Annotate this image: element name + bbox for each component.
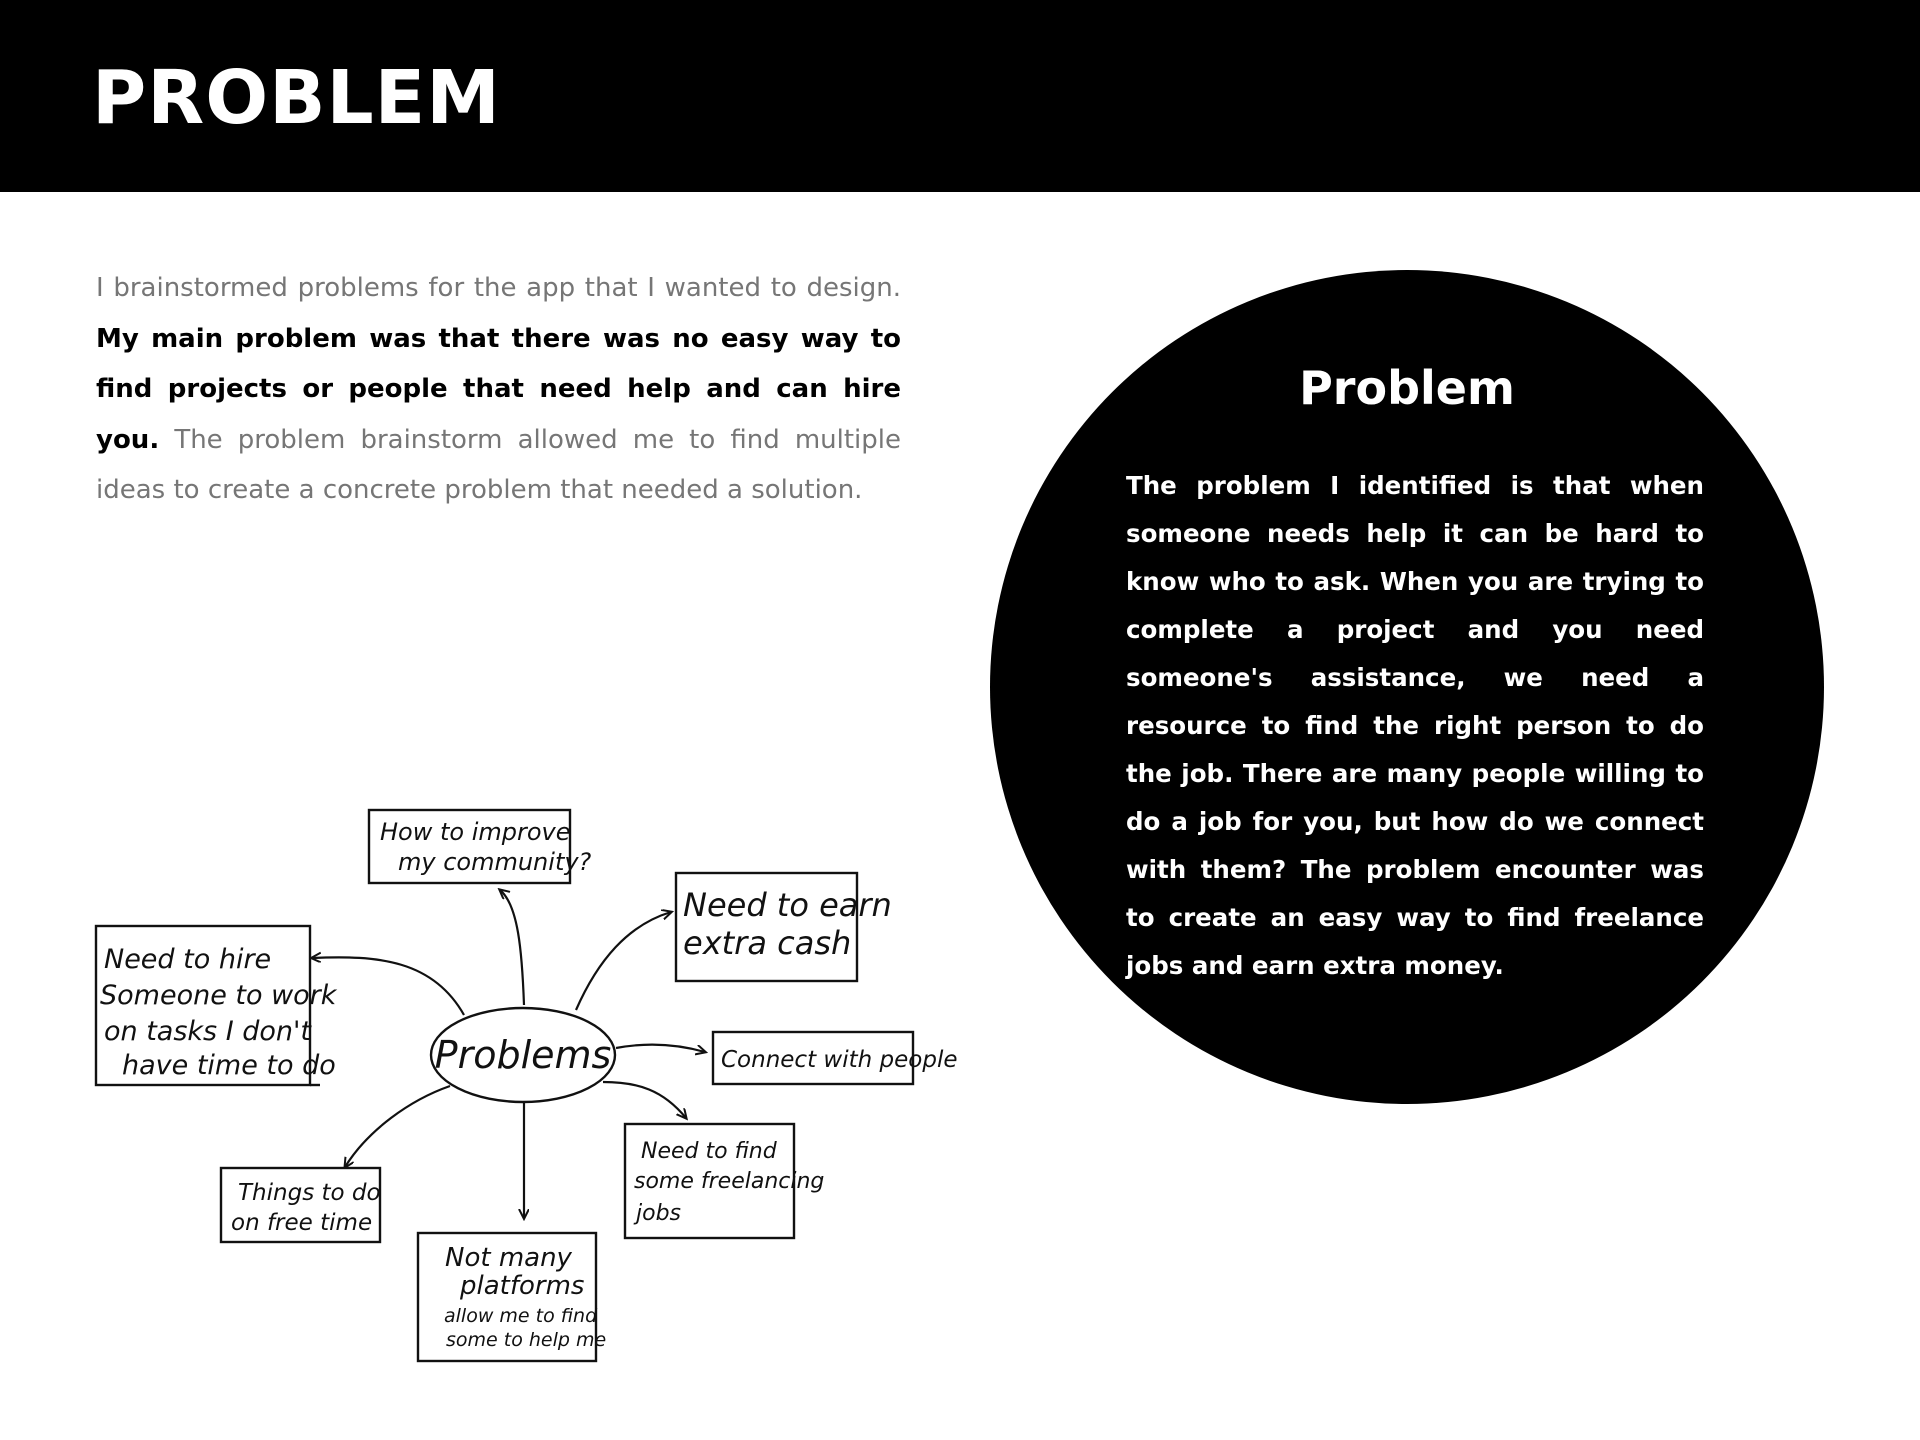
arrow-to-earn (576, 912, 671, 1010)
center-node (431, 1008, 615, 1102)
node-hire-line-4: have time to do (122, 1050, 336, 1081)
node-free-time (221, 1168, 381, 1242)
arrow-to-connect (616, 1045, 705, 1052)
node-free-time-line-1: Things to do (238, 1180, 381, 1206)
node-platforms-line-4: some to help me (446, 1329, 607, 1351)
node-earn (676, 873, 892, 981)
node-community-line-2: my community? (398, 848, 592, 876)
arrow-to-freelance (603, 1082, 686, 1118)
node-community-line-1: How to improve (380, 818, 571, 846)
brainstorm-diagram (88, 800, 958, 1370)
header-bar (0, 0, 1920, 192)
node-hire-line-1: Need to hire (104, 944, 272, 975)
node-platforms-line-2: platforms (460, 1271, 585, 1301)
node-freelance-line-2: some freelancing (634, 1169, 825, 1194)
intro-paragraph (96, 263, 901, 516)
problem-callout-circle (990, 270, 1824, 1104)
node-freelance (625, 1124, 824, 1238)
arrow-to-community (500, 890, 524, 1005)
node-platforms-line-1: Not many (445, 1243, 572, 1273)
node-platforms-line-3: allow me to find (444, 1305, 598, 1327)
node-hire (96, 926, 338, 1085)
node-hire-line-2: Someone to work (100, 980, 337, 1011)
intro-tail: The problem brainstorm allowed me to find multiple ideas to create a concrete problem that needed a solution. (96, 424, 901, 505)
node-connect-line-1: Connect with people (721, 1047, 958, 1073)
node-earn-line-1: Need to earn (683, 886, 892, 924)
arrow-to-free-time (345, 1086, 450, 1167)
callout-body: The problem I identified is that when someone needs help it can be hard to know who to ask. When you are trying to complete a project and you need someone's assistance, we need a resource to find the right person to do the job. There are many people willing to do a job for you, but how do we connect with them? The problem encounter was to create an easy way to find freelance jobs and earn extra money. (1126, 471, 1704, 980)
center-label: Problems (434, 1033, 612, 1077)
node-earn-line-2: extra cash (683, 924, 852, 962)
callout-title: Problem (1299, 361, 1515, 415)
intro-emphasis: My main problem was that there was no easy way to find projects or people that need help and can hire you. (96, 323, 901, 455)
node-hire-line-3: on tasks I don't (104, 1016, 312, 1047)
node-free-time-line-2: on free time (231, 1210, 373, 1236)
page-title: PROBLEM (92, 55, 501, 141)
node-freelance-line-3: jobs (636, 1201, 681, 1226)
node-freelance-line-1: Need to find (641, 1139, 777, 1164)
node-connect (713, 1032, 957, 1084)
intro-lead: I brainstormed problems for the app that I wanted to design. (96, 273, 901, 303)
node-community (369, 810, 592, 883)
node-platforms (418, 1233, 606, 1361)
